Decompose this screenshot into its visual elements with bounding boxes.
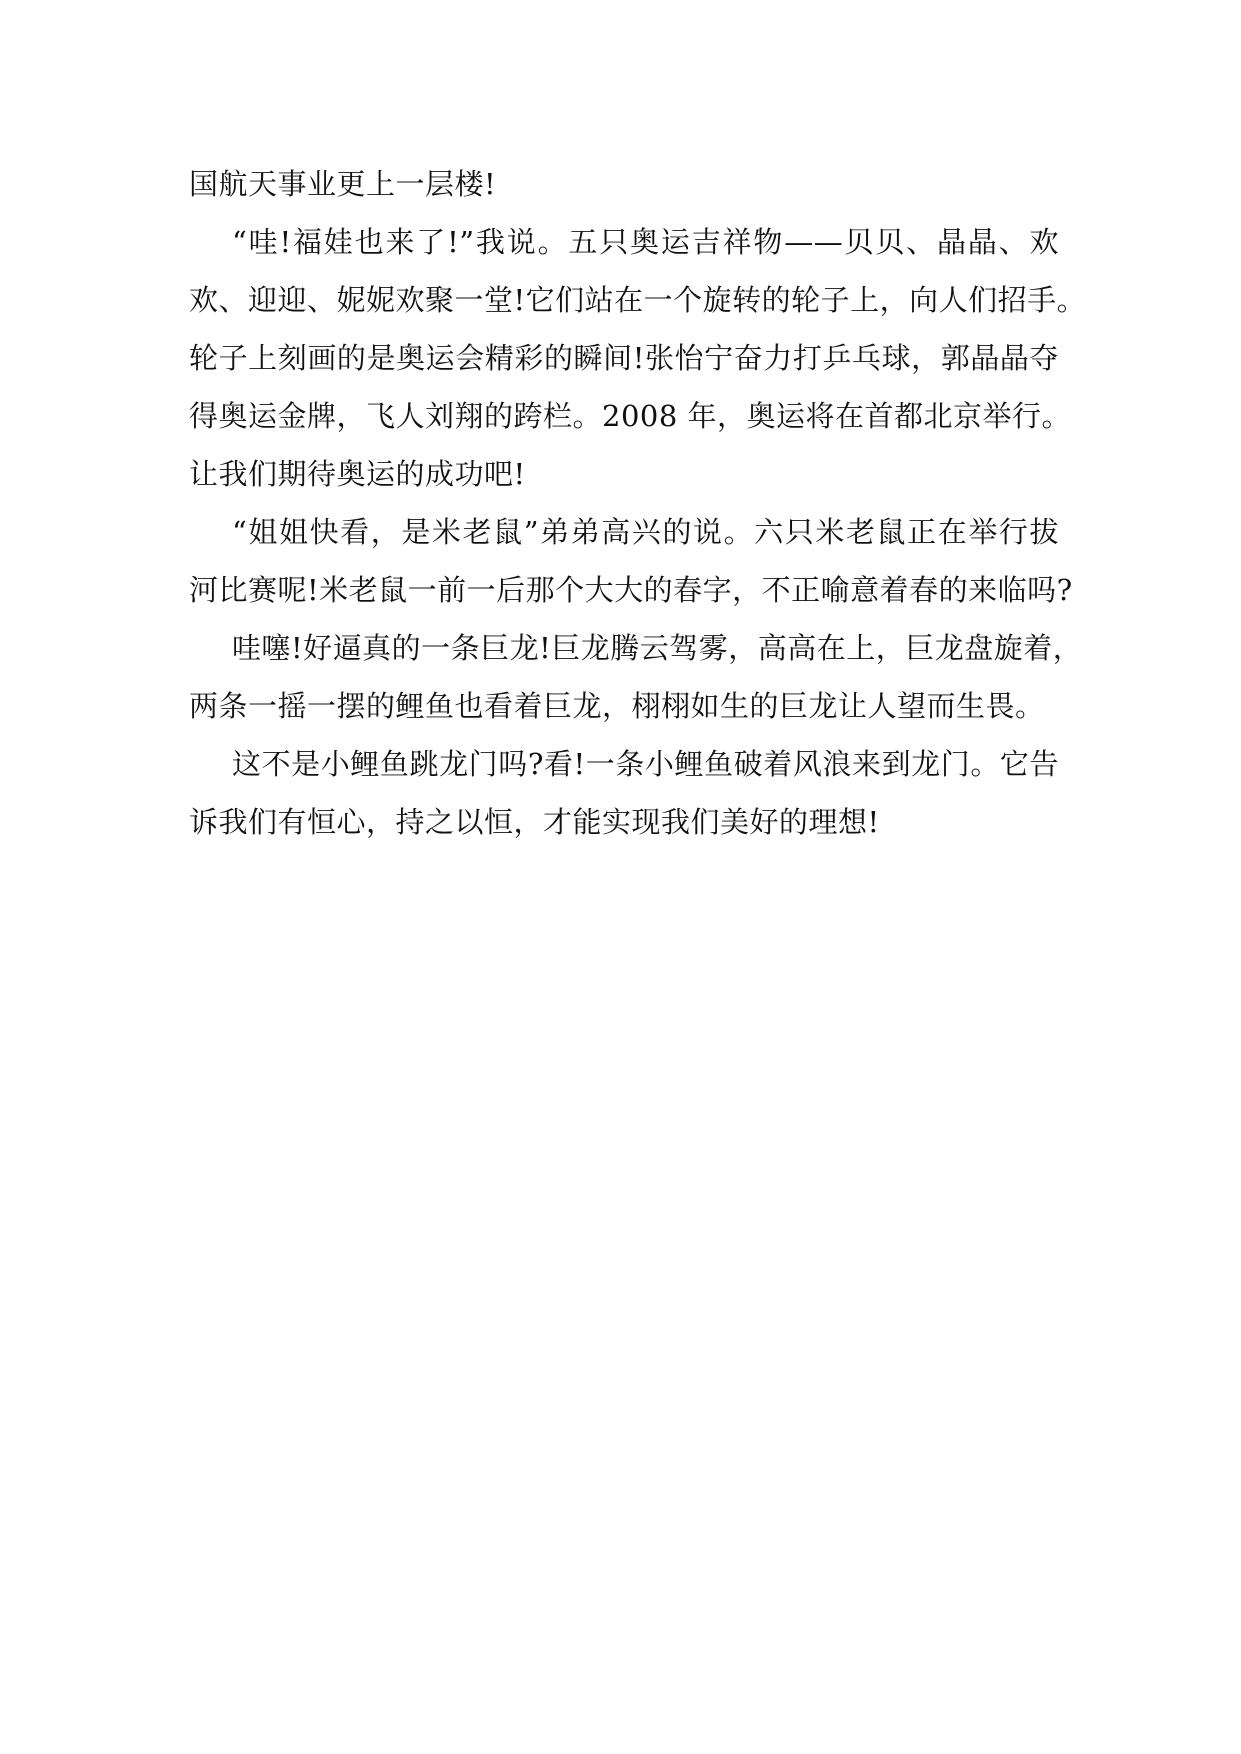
text-line: “哇!福娃也来了!”我说。五只奥运吉祥物——贝贝、晶晶、欢 [232,225,1059,259]
text-line: 两条一摇一摆的鲤鱼也看着巨龙，栩栩如生的巨龙让人望而生畏。 [189,689,1045,723]
text-line: 哇噻!好逼真的一条巨龙!巨龙腾云驾雾，高高在上，巨龙盘旋着， [232,631,1083,665]
text-line: 国航天事业更上一层楼! [189,167,497,201]
text-line: 得奥运金牌，飞人刘翔的跨栏。2008 年，奥运将在首都北京举行。 [189,399,1072,433]
text-line: “姐姐快看，是米老鼠”弟弟高兴的说。六只米老鼠正在举行拔 [232,515,1059,549]
paragraph-4 [189,619,1083,735]
document-body [189,155,1087,851]
paragraph-5 [189,735,1059,851]
text-line: 让我们期待奥运的成功吧! [189,457,526,491]
paragraph-1 [189,155,1059,213]
text-line: 这不是小鲤鱼跳龙门吗?看!一条小鲤鱼破着风浪来到龙门。它告 [232,747,1059,781]
text-line: 轮子上刻画的是奥运会精彩的瞬间!张怡宁奋力打乒乓球，郭晶晶夺 [189,341,1059,375]
text-line: 欢、迎迎、妮妮欢聚一堂!它们站在一个旋转的轮子上，向人们招手。 [189,283,1087,317]
text-line: 河比赛呢!米老鼠一前一后那个大大的春字，不正喻意着春的来临吗? [189,573,1073,607]
text-line: 诉我们有恒心，持之以恒，才能实现我们美好的理想! [189,805,880,839]
paragraph-2 [189,213,1087,503]
paragraph-3 [189,503,1073,619]
